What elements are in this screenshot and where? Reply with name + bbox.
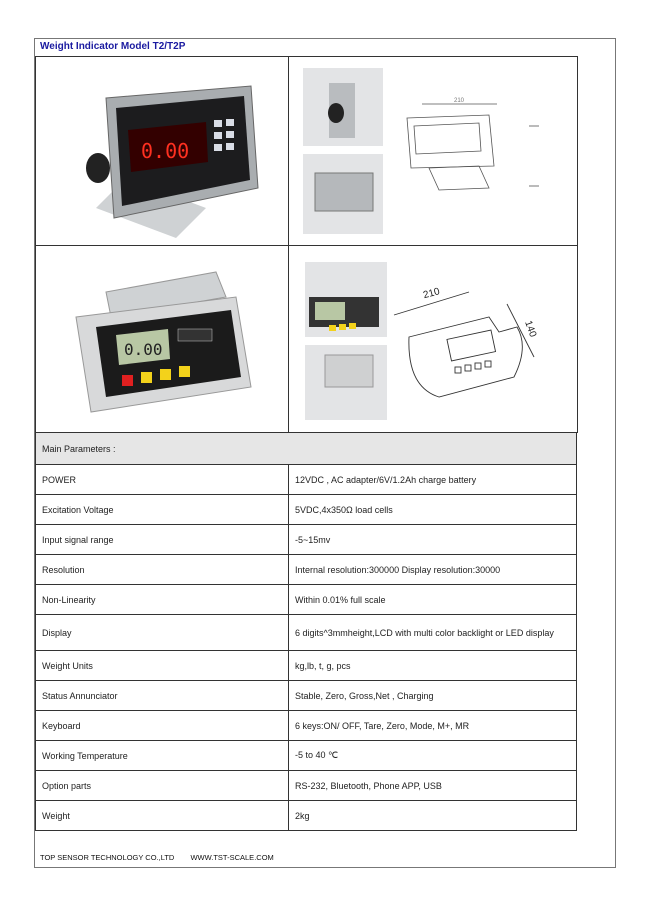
t2p-width-dimension: 210 (422, 285, 442, 301)
parameter-row (36, 681, 577, 711)
footer-company: TOP SENSOR TECHNOLOGY CO.,LTD (40, 853, 175, 862)
parameter-value: 6 digits^3mmheight,LCD with multi color backlight or LED display (289, 615, 577, 651)
parameter-label: Weight (36, 801, 289, 831)
parameter-row (36, 651, 577, 681)
parameter-label: Input signal range (36, 525, 289, 555)
parameter-label: Option parts (36, 771, 289, 801)
parameter-row (36, 801, 577, 831)
parameter-row (36, 771, 577, 801)
parameter-label: Resolution (36, 555, 289, 585)
parameter-value: -5 to 40 ℃ (289, 741, 577, 771)
page-title: Weight Indicator Model T2/T2P (40, 41, 186, 52)
parameter-value: RS-232, Bluetooth, Phone APP, USB (289, 771, 577, 801)
parameter-row (36, 741, 577, 771)
t2p-lcd-readout: 0.00 (124, 339, 163, 359)
parameter-row (36, 585, 577, 615)
parameter-value: 12VDC , AC adapter/6V/1.2Ah charge battery (289, 465, 577, 495)
parameter-label: Weight Units (36, 651, 289, 681)
parameter-value: 2kg (289, 801, 577, 831)
parameter-label: Display (36, 615, 289, 651)
parameter-row (36, 711, 577, 741)
t2p-views-cell (289, 246, 578, 433)
t2p-indicator-photo (36, 247, 288, 432)
parameter-value: 5VDC,4x350Ω load cells (289, 495, 577, 525)
parameter-row (36, 495, 577, 525)
parameters-table (35, 432, 577, 831)
parameter-row (36, 615, 577, 651)
t2p-photo-cell (36, 246, 289, 433)
parameter-label: Excitation Voltage (36, 495, 289, 525)
t2p-depth-dimension: 140 (522, 318, 539, 339)
t2-views-drawing (289, 58, 577, 245)
t2-led-readout: 0.00 (141, 138, 190, 163)
footer (40, 853, 288, 862)
parameter-label: Status Annunciator (36, 681, 289, 711)
t2-width-dimension: 210 (454, 97, 465, 104)
footer-website: WWW.TST-SCALE.COM (190, 853, 274, 862)
parameter-label: Keyboard (36, 711, 289, 741)
product-images-table (35, 56, 578, 433)
parameter-value: -5~15mv (289, 525, 577, 555)
t2p-views-drawing (289, 247, 577, 432)
parameter-row (36, 525, 577, 555)
t2-photo-cell (36, 57, 289, 246)
parameter-value: 6 keys:ON/ OFF, Tare, Zero, Mode, M+, MR (289, 711, 577, 741)
parameter-value: Internal resolution:300000 Display resolution:30000 (289, 555, 577, 585)
parameter-label: Working Temperature (36, 741, 289, 771)
parameter-label: POWER (36, 465, 289, 495)
t2-indicator-photo (36, 58, 288, 245)
parameter-label: Non-Linearity (36, 585, 289, 615)
parameters-header-row (36, 433, 577, 465)
parameter-row (36, 465, 577, 495)
parameter-value: Stable, Zero, Gross,Net , Charging (289, 681, 577, 711)
t2-views-cell (289, 57, 578, 246)
parameter-value: kg,lb, t, g, pcs (289, 651, 577, 681)
parameters-header: Main Parameters : (36, 433, 577, 465)
parameter-value: Within 0.01% full scale (289, 585, 577, 615)
parameter-row (36, 555, 577, 585)
